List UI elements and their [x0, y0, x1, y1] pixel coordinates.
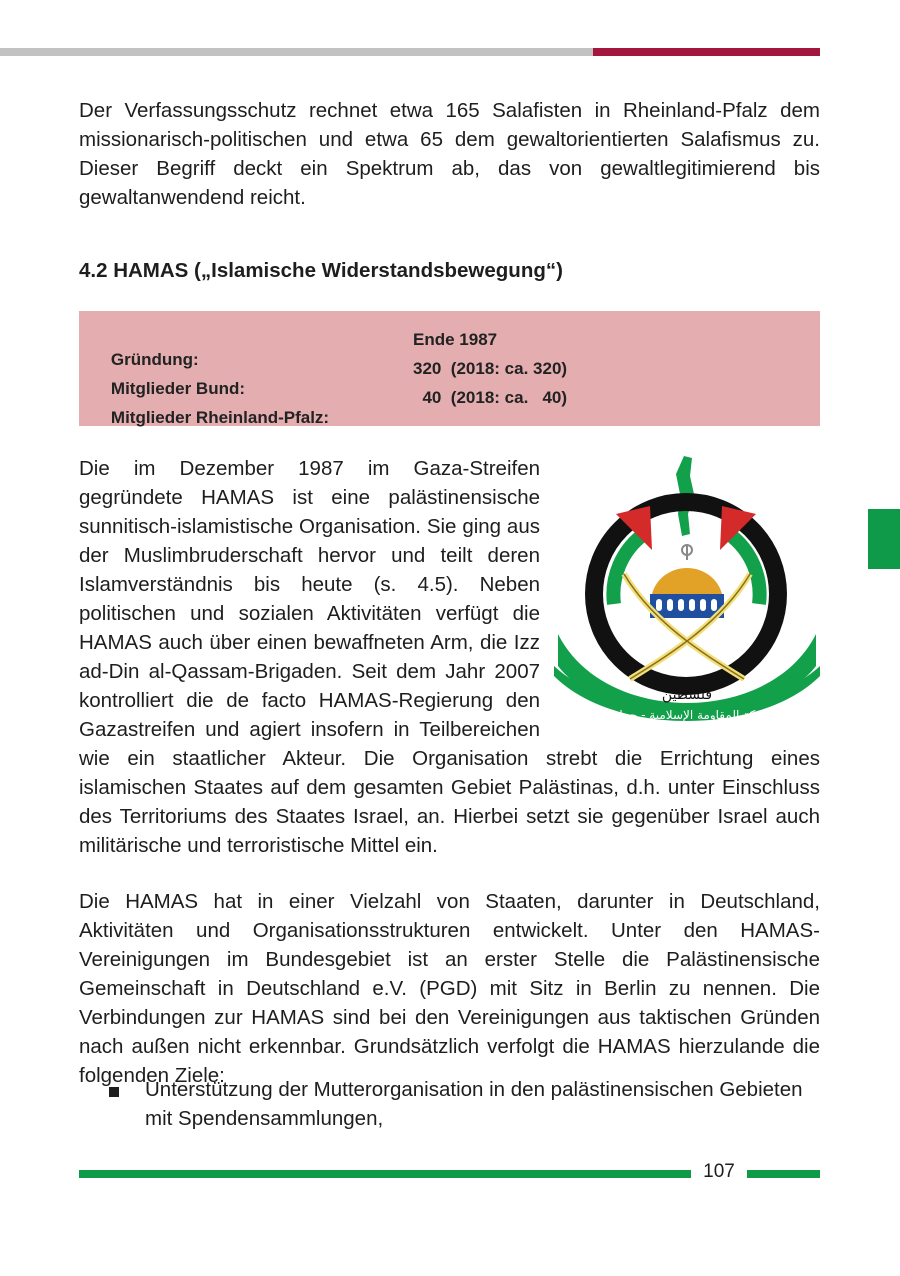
top-rule-red: [593, 48, 820, 56]
intro-paragraph: Der Verfassungsschutz rechnet etwa 165 Salafisten in Rheinland-Pfalz dem missionarisch-politischen und etwa 65 dem gewaltorientierten Salafismus zu. Dieser Begriff deckt ein Spektrum ab, das von gewaltlegitimierend bis gewaltanwendend reicht.: [79, 99, 820, 209]
footer-rule-right: [747, 1170, 820, 1178]
top-rule-grey: [0, 48, 593, 56]
hamas-emblem-image: [554, 454, 820, 736]
germany-paragraph: Die HAMAS hat in einer Vielzahl von Staaten, darunter in Deutschland, Aktivitäten und Organisationsstrukturen entwickelt. Unter den HAMAS-Vereinigungen im Bundesgebiet ist an erster Stelle die Palästinensische Gemeinschaft in Deutschland e.V. (PGD) mit Sitz in Berlin zu nennen. Die Verbindungen zur HAMAS sind bei den Vereinigungen aus taktischen Gründen nach außen nicht erkennbar. Grundsätzlich verfolgt die HAMAS hierzulande die folgenden Ziele:: [79, 890, 820, 1087]
square-bullet-icon: [109, 1087, 119, 1097]
footer-rule-left: [79, 1170, 691, 1178]
section-heading: 4.2 HAMAS („Islamische Widerstandsbewegung“): [79, 259, 563, 282]
list-item: [79, 1075, 820, 1133]
svg-text:حركة المقاومة الإسلامية - حماس: حركة المقاومة الإسلامية - حماس: [604, 708, 770, 722]
chapter-tab-marker: [868, 509, 900, 569]
fact-box: [79, 311, 820, 426]
hamas-paragraph: Die im Dezember 1987 im Gaza-Streifen gegründete HAMAS ist eine palästinensische sunnitisch-islamistische Organisation. Sie ging aus der Muslimbruderschaft hervor und teilt deren Islamverständnis bis heute (s. 4.5). Neben politischen und sozialen Aktivitäten verfügt die HAMAS auch über einen bewaffneten Arm, die Izz ad-Din al-Qassam-Brigaden. Seit dem Jahr 2007 kontrolliert die de facto HAMAS-Regierung den Gazastreifen und agiert insofern in Teilbereichen wie ein staatlicher Akteur. Die Organisation strebt die Errichtung eines islamischen Staates auf dem gesamten Gebiet Palästinas, d.h. unter Einschluss des Territoriums des Staates Israel, an. Hierbei setzt sie gegenüber Israel auch militärische und terroristische Mittel ein.: [79, 457, 820, 857]
fact-value: 320 (2018: ca. 320): [413, 359, 568, 378]
fact-value: 40 (2018: ca. 40): [413, 388, 568, 407]
hamas-emblem-icon: [554, 454, 820, 736]
svg-text:فلسطين: فلسطين: [661, 687, 713, 703]
list-item-text: Unterstützung der Mutterorganisation in den palästinensischen Gebieten mit Spendensammlungen,: [145, 1078, 803, 1130]
fact-label: Mitglieder Rheinland-Pfalz:: [110, 408, 330, 427]
fact-value: Ende 1987: [413, 330, 498, 349]
fact-label: Mitglieder Bund:: [110, 379, 246, 398]
hamas-description-block: [79, 454, 820, 860]
fact-label: Gründung:: [110, 350, 199, 369]
page-number: 107: [703, 1161, 735, 1182]
